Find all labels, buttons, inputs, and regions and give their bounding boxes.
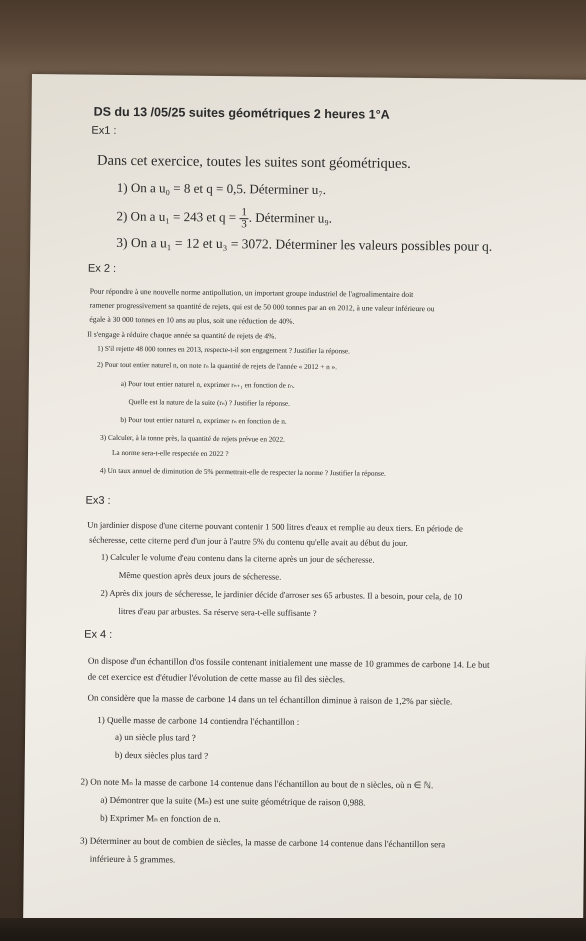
page-title: DS du 13 /05/25 suites géométriques 2 heures 1°A: [93, 104, 390, 122]
ex1-q2-text-b: . Déterminer u₉.: [248, 209, 333, 226]
fraction-numerator: 1: [239, 207, 249, 219]
fraction: [239, 207, 249, 230]
ex1-intro: Dans cet exercice, toutes les suites sont géométriques.: [97, 152, 411, 172]
ex2-paragraph-line: Pour répondre à une nouvelle norme antipollution, un important groupe industriel de l'agroalimentaire doit: [89, 286, 414, 300]
ex3-paragraph-line: sécheresse, cette citerne perd d'un jour à l'autre 5% du contenu qu'elle avait au début du jour.: [89, 534, 408, 548]
ex2-question-3b: La norme sera-t-elle respectée en 2022 ?: [111, 448, 229, 459]
fraction-denominator: 3: [241, 218, 247, 231]
ex4-paragraph-line: de cet exercice est d'étudier l'évolution de cette masse au fil des siècles.: [87, 671, 346, 685]
ex2-paragraph-line: ramener progressivement sa quantité de rejets, qui est de 50 000 tonnes par an en 2012, à une valeur inférieure ou: [89, 300, 435, 314]
ex4-question-3: 3) Déterminer au bout de combien de siècles, la masse de carbone 14 contenue dans l'échantillon sera: [79, 835, 446, 850]
ex3-question-2b: litres d'eau par arbustes. Sa réserve sera-t-elle suffisante ?: [118, 605, 317, 619]
ex2-question-3: 3) Calculer, à la tonne près, la quantité de rejets prévue en 2022.: [100, 433, 285, 444]
table-surface: [0, 918, 586, 941]
ex2-question-2: 2) Pour tout entier naturel n, on note rₙ la quantité de rejets de l'année « 2012 + n ».: [96, 360, 337, 372]
ex3-paragraph-line: Un jardinier dispose d'une citerne pouvant contenir 1 500 litres d'eaux et remplie au deux tiers. En période de: [87, 519, 463, 534]
ex4-question-1: 1) Quelle masse de carbone 14 contiendra l'échantillon :: [97, 714, 300, 727]
ex2-paragraph-line: Il s'engage à réduire chaque année sa quantité de rejets de 4%.: [87, 329, 277, 341]
ex4-paragraph-line: On considère que la masse de carbone 14 dans un tel échantillon diminue à raison de 1,2% par siècle.: [87, 692, 453, 707]
ex1-question-1: 1) On a u₀ = 8 et q = 0,5. Déterminer u₇.: [116, 179, 327, 198]
ex2-paragraph-line: égale à 30 000 tonnes en 10 ans au plus, soit une réduction de 40%.: [89, 314, 295, 326]
ex4-question-1a: a) un siècle plus tard ?: [115, 731, 196, 743]
ex2-question-2a: a) Pour tout entier naturel n, exprimer rₙ₊₁ en fonction de rₙ.: [120, 379, 295, 390]
ex2-question-2a-nature: Quelle est la nature de la suite (rₙ) ? Justifier la réponse.: [128, 398, 290, 408]
ex2-question-4: 4) Un taux annuel de diminution de 5% permettrait-elle de respecter la norme ? Justifier la réponse.: [99, 466, 386, 478]
ex4-paragraph-line: On dispose d'un échantillon d'os fossile contenant initialement une masse de 10 grammes de carbone 14. Le but: [87, 655, 490, 670]
ex4-question-2: 2) On note Mₙ la masse de carbone 14 contenue dans l'échantillon au bout de n siècles, où n ∈ ℕ.: [80, 776, 434, 791]
ex3-question-1: 1) Calculer le volume d'eau contenu dans la citerne après un jour de sécheresse.: [100, 551, 375, 565]
ex4-question-3b: inférieure à 5 grammes.: [89, 853, 176, 865]
ex2-label: Ex 2 :: [87, 262, 117, 275]
ex1-label: Ex1 :: [91, 124, 117, 137]
ex4-question-1b: b) deux siècles plus tard ?: [114, 749, 209, 761]
ex4-question-2a: a) Démontrer que la suite (Mₙ) est une suite géométrique de raison 0,988.: [100, 794, 366, 808]
ex1-question-3: 3) On a u₁ = 12 et u₃ = 3072. Déterminer les valeurs possibles pour q.: [116, 234, 493, 254]
exam-sheet: [23, 74, 586, 925]
ex2-question-1: 1) S'il rejette 48 000 tonnes en 2013, respecte-t-il son engagement ? Justifier la réponse.: [97, 344, 350, 356]
ex4-question-2b: b) Exprimer Mₙ en fonction de n.: [100, 812, 221, 825]
ex4-label: Ex 4 :: [84, 628, 113, 641]
ex2-question-2b: b) Pour tout entier naturel n, exprimer rₙ en fonction de n.: [120, 415, 287, 426]
ex3-question-1b: Même question après deux jours de sécheresse.: [118, 569, 282, 582]
ex3-label: Ex3 :: [85, 494, 111, 507]
ex3-question-2: 2) Après dix jours de sécheresse, le jardinier décide d'arroser ses 65 arbustes. Il a besoin, pour cela, de 10: [100, 587, 463, 602]
ex1-q2-text-a: 2) On a u₁ = 243 et q =: [116, 208, 237, 225]
ex1-question-2: [116, 206, 332, 231]
